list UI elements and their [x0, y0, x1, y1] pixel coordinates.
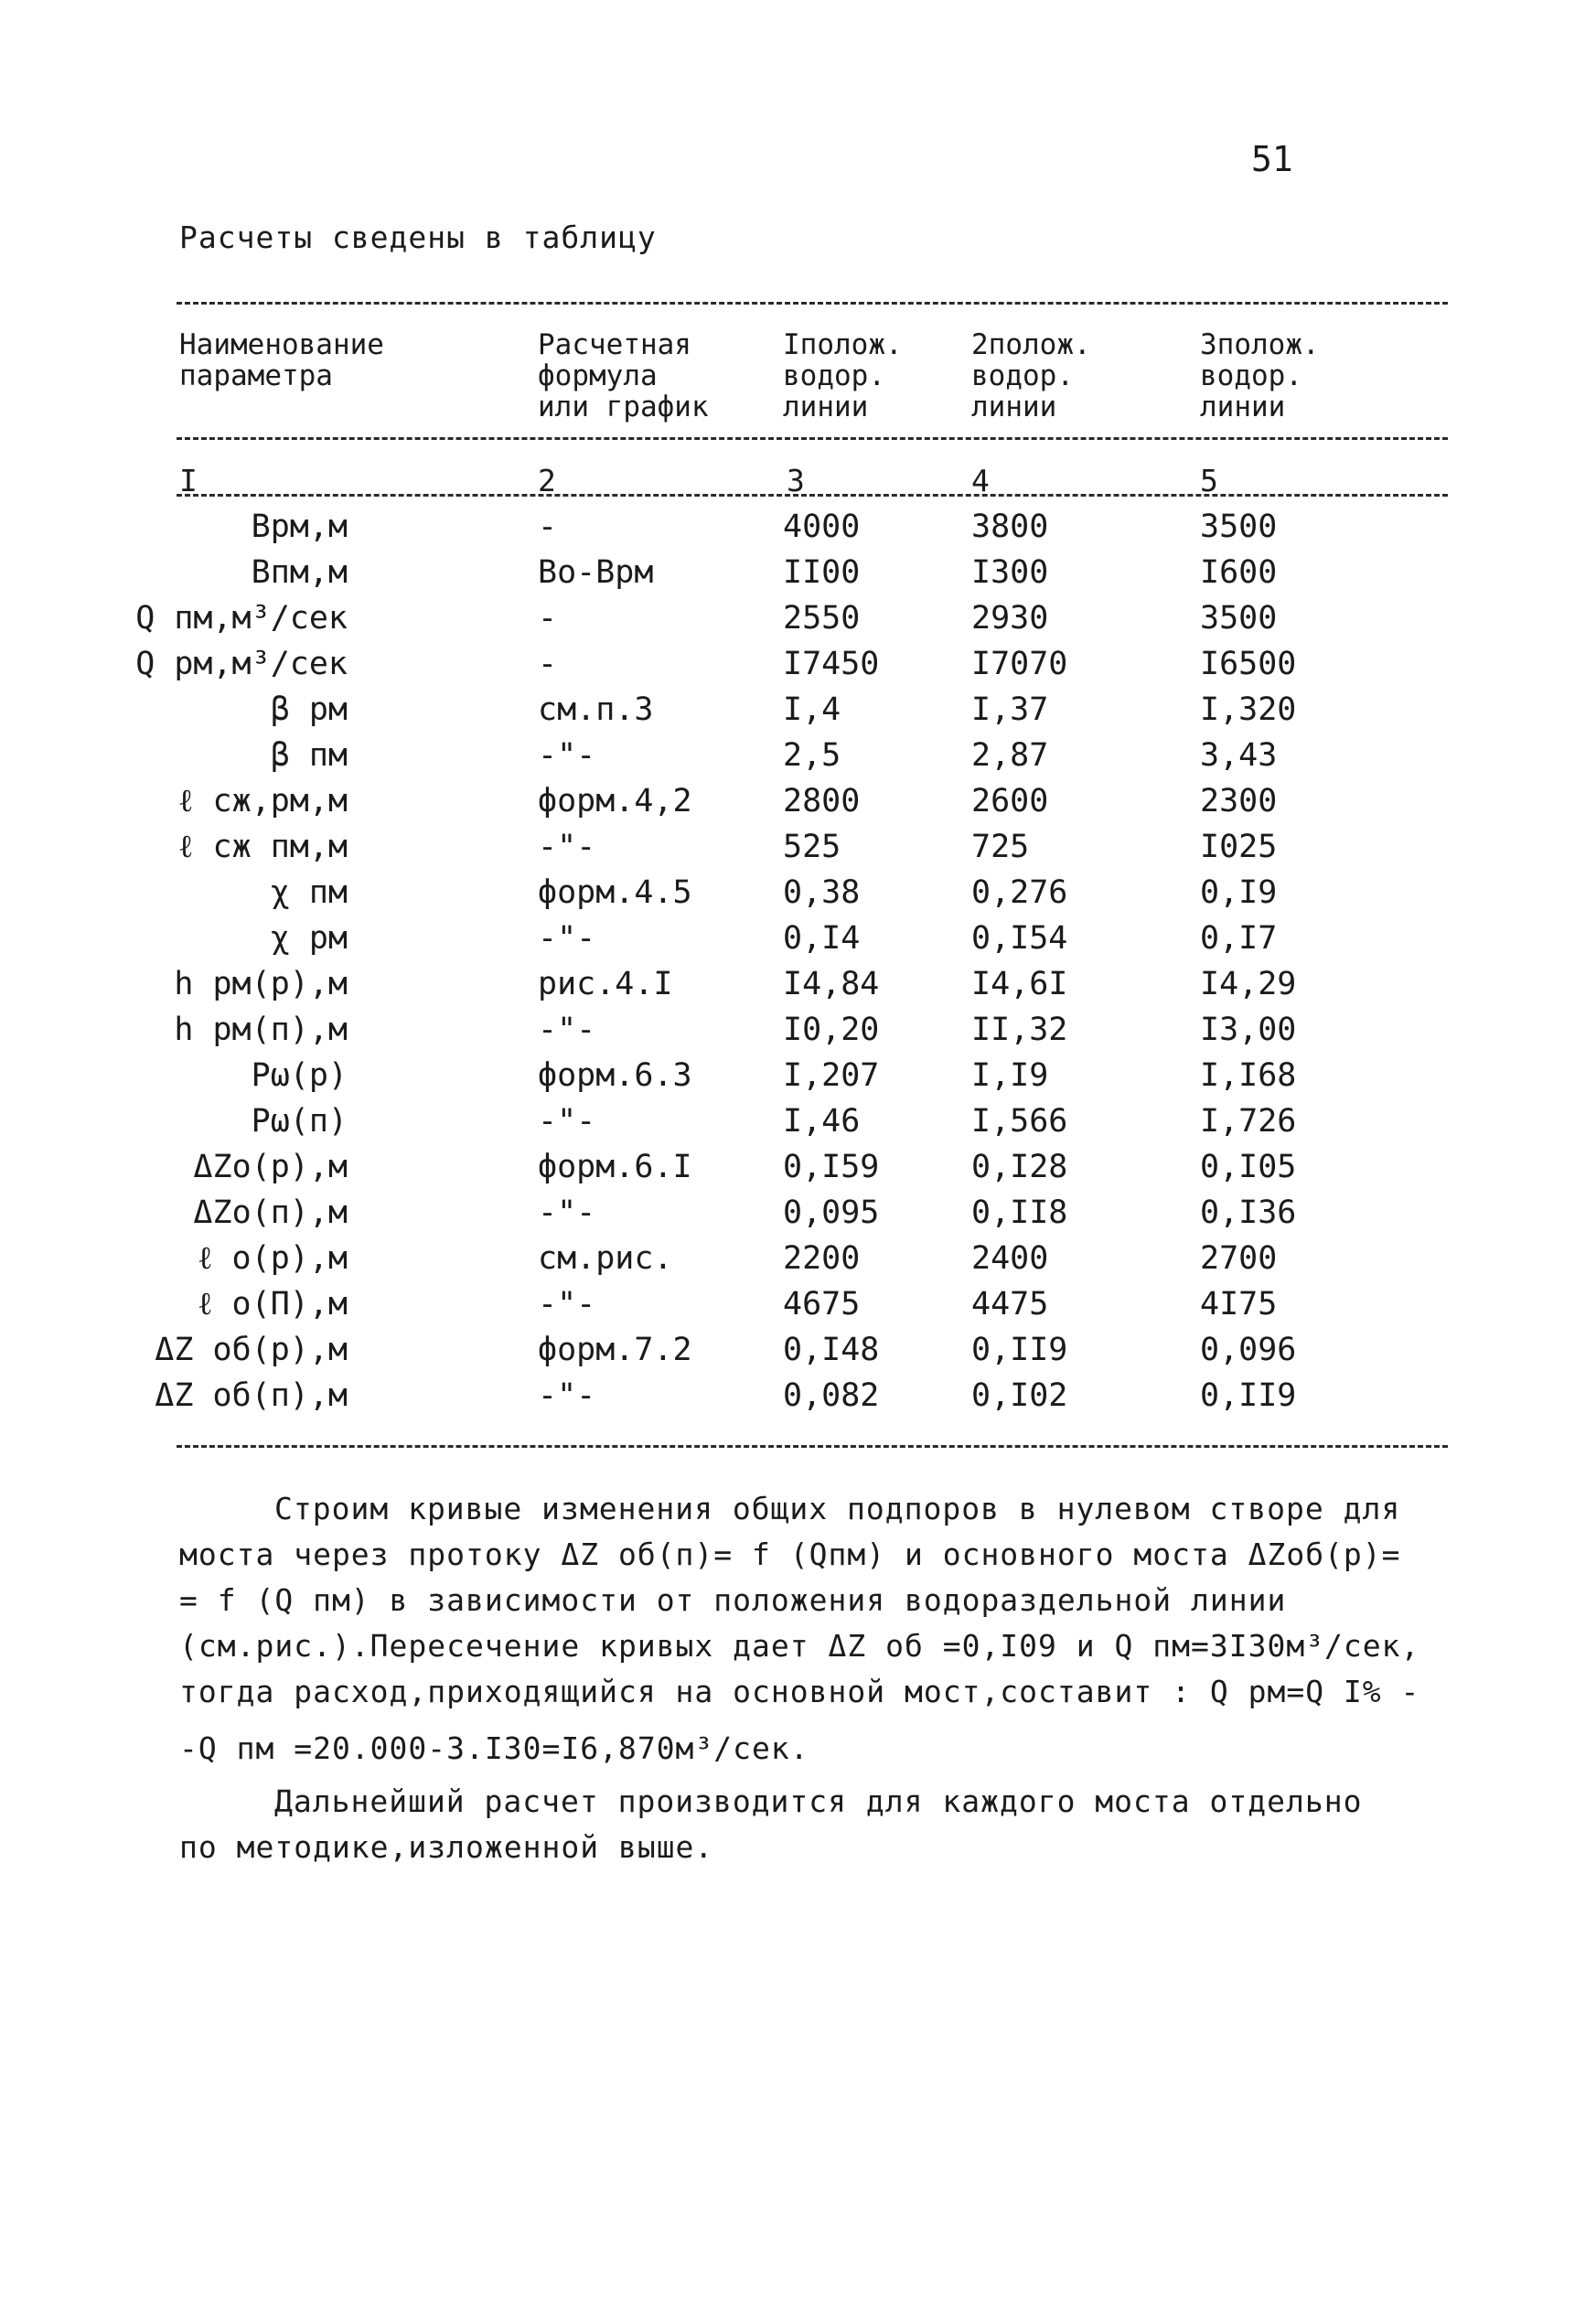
value-pos-3: 0,I9: [1200, 874, 1278, 911]
table-top-rule: [177, 302, 1448, 305]
param-name: Pω(р): [251, 1057, 348, 1094]
value-pos-2: 2,87: [971, 737, 1049, 774]
table-row: [0, 554, 1596, 600]
value-pos-2: I7070: [971, 646, 1068, 682]
formula: -"-: [538, 829, 596, 865]
page-number: 51: [1251, 139, 1293, 179]
formula: рис.4.I: [538, 966, 673, 1002]
table-row: [0, 966, 1596, 1012]
formula: -"-: [538, 1194, 596, 1231]
formula: -"-: [538, 920, 596, 957]
param-name: ℓ сж пм,м: [177, 829, 348, 865]
table-row: [0, 783, 1596, 829]
header-formula: Расчетная формула или график: [538, 328, 709, 423]
value-pos-1: 2800: [783, 783, 861, 819]
paragraph-line: (см.рис.).Пересечение кривых дает ΔZ об =0,I09 и Q пм=3I30м³/сек,: [179, 1628, 1420, 1664]
value-pos-2: I300: [971, 554, 1049, 591]
value-pos-2: 2400: [971, 1240, 1049, 1277]
value-pos-3: I3,00: [1200, 1012, 1297, 1048]
param-name: ℓ о(р),м: [197, 1240, 348, 1277]
value-pos-2: 2930: [971, 600, 1049, 637]
value-pos-3: I600: [1200, 554, 1278, 591]
param-name: ΔZо(р),м: [193, 1149, 348, 1185]
formula: форм.4.5: [538, 874, 692, 911]
table-row: [0, 1377, 1596, 1423]
value-pos-2: 0,I28: [971, 1149, 1068, 1185]
table-row: [0, 1194, 1596, 1240]
header-bottom-rule: [177, 437, 1448, 440]
param-name: h рм(п),м: [174, 1012, 348, 1048]
formula: см.п.3: [538, 691, 654, 728]
value-pos-1: 4675: [783, 1286, 861, 1322]
param-name: Впм,м: [251, 554, 348, 591]
param-name: β пм: [270, 737, 348, 774]
param-name: Врм,м: [251, 509, 348, 545]
value-pos-3: 3500: [1200, 600, 1278, 637]
param-name: Q рм,м³/сек: [135, 646, 348, 682]
paragraph-line: Дальнейший расчет производится для каждого моста отдельно: [274, 1783, 1363, 1819]
table-row: [0, 1103, 1596, 1149]
formula: форм.6.I: [538, 1149, 692, 1185]
table-row: [0, 1149, 1596, 1194]
table-row: [0, 829, 1596, 874]
value-pos-2: 4475: [971, 1286, 1049, 1322]
value-pos-3: 0,I7: [1200, 920, 1278, 957]
paragraph-line: тогда расход,приходящийся на основной мост,составит : Q рм=Q I% -: [179, 1674, 1420, 1709]
table-row: [0, 1012, 1596, 1057]
paragraph-line: по методике,изложенной выше.: [179, 1829, 714, 1865]
value-pos-3: I,726: [1200, 1103, 1297, 1140]
column-number-5: 5: [1200, 463, 1218, 498]
value-pos-3: 2700: [1200, 1240, 1278, 1277]
formula: -: [538, 509, 558, 545]
value-pos-2: 725: [971, 829, 1030, 865]
value-pos-1: I0,20: [783, 1012, 880, 1048]
value-pos-3: I,320: [1200, 691, 1297, 728]
formula: -: [538, 646, 558, 682]
formula: см.рис.: [538, 1240, 673, 1277]
value-pos-2: 0,II9: [971, 1332, 1068, 1368]
param-name: ΔZо(п),м: [193, 1194, 348, 1231]
table-row: [0, 1332, 1596, 1377]
table-row: [0, 646, 1596, 691]
value-pos-3: I6500: [1200, 646, 1297, 682]
value-pos-1: 2,5: [783, 737, 841, 774]
formula: -"-: [538, 1286, 596, 1322]
table-row: [0, 1240, 1596, 1286]
value-pos-2: I,I9: [971, 1057, 1049, 1094]
param-name: χ рм: [270, 920, 348, 957]
paragraph-line: Строим кривые изменения общих подпоров в нулевом створе для: [274, 1491, 1401, 1526]
table-row: [0, 874, 1596, 920]
value-pos-2: II,32: [971, 1012, 1068, 1048]
value-pos-3: I025: [1200, 829, 1278, 865]
value-pos-1: I7450: [783, 646, 880, 682]
formula: форм.7.2: [538, 1332, 692, 1368]
param-name: ΔZ об(п),м: [155, 1377, 348, 1414]
paragraph-line: моста через протоку ΔZ об(п)= f (Qпм) и основного моста ΔZоб(р)=: [179, 1537, 1401, 1572]
param-name: β рм: [270, 691, 348, 728]
value-pos-2: 0,I02: [971, 1377, 1068, 1414]
value-pos-1: I4,84: [783, 966, 880, 1002]
value-pos-3: 3,43: [1200, 737, 1278, 774]
value-pos-1: 0,095: [783, 1194, 880, 1231]
value-pos-3: 3500: [1200, 509, 1278, 545]
header-position-1: Iполож. водор. линии: [783, 328, 903, 423]
value-pos-3: 4I75: [1200, 1286, 1278, 1322]
numbers-rule: [177, 494, 1448, 497]
param-name: Pω(п): [251, 1103, 348, 1140]
param-name: χ пм: [270, 874, 348, 911]
value-pos-1: 0,38: [783, 874, 861, 911]
value-pos-1: 0,082: [783, 1377, 880, 1414]
value-pos-1: II00: [783, 554, 861, 591]
value-pos-3: I,I68: [1200, 1057, 1297, 1094]
value-pos-2: 2600: [971, 783, 1049, 819]
formula: -"-: [538, 1012, 596, 1048]
intro-text: Расчеты сведены в таблицу: [179, 220, 657, 255]
formula: -: [538, 600, 558, 637]
value-pos-3: 0,II9: [1200, 1377, 1297, 1414]
value-pos-3: I4,29: [1200, 966, 1297, 1002]
formula: форм.6.3: [538, 1057, 692, 1094]
formula: -"-: [538, 1103, 596, 1140]
value-pos-1: 2200: [783, 1240, 861, 1277]
column-number-2: 2: [538, 463, 556, 498]
param-name: ΔZ об(р),м: [155, 1332, 348, 1368]
value-pos-1: 2550: [783, 600, 861, 637]
value-pos-3: 0,I05: [1200, 1149, 1297, 1185]
table-bottom-rule: [177, 1445, 1448, 1448]
value-pos-1: I,4: [783, 691, 841, 728]
value-pos-1: I,207: [783, 1057, 880, 1094]
table-row: [0, 509, 1596, 554]
paragraph-line: = f (Q пм) в зависимости от положения водораздельной линии: [179, 1582, 1287, 1618]
param-name: ℓ сж,рм,м: [177, 783, 348, 819]
header-position-2: 2полож. водор. линии: [971, 328, 1091, 423]
table-row: [0, 737, 1596, 783]
value-pos-3: 0,I36: [1200, 1194, 1297, 1231]
value-pos-2: 3800: [971, 509, 1049, 545]
formula: -"-: [538, 1377, 596, 1414]
formula: Во-Врм: [538, 554, 654, 591]
value-pos-2: 0,I54: [971, 920, 1068, 957]
column-number-1: I: [179, 463, 198, 498]
table-row: [0, 1286, 1596, 1332]
header-position-3: 3полож. водор. линии: [1200, 328, 1320, 423]
value-pos-2: I,566: [971, 1103, 1068, 1140]
param-name: ℓ о(П),м: [197, 1286, 348, 1322]
value-pos-1: 0,I4: [783, 920, 861, 957]
table-row: [0, 691, 1596, 737]
value-pos-2: 0,II8: [971, 1194, 1068, 1231]
value-pos-1: I,46: [783, 1103, 861, 1140]
table-row: [0, 920, 1596, 966]
table-row: [0, 600, 1596, 646]
value-pos-3: 0,096: [1200, 1332, 1297, 1368]
value-pos-2: 0,276: [971, 874, 1068, 911]
value-pos-1: 0,I48: [783, 1332, 880, 1368]
header-parameter: Наименование параметра: [179, 328, 384, 392]
value-pos-1: 525: [783, 829, 841, 865]
column-number-4: 4: [971, 463, 990, 498]
value-pos-3: 2300: [1200, 783, 1278, 819]
value-pos-1: 4000: [783, 509, 861, 545]
formula: форм.4,2: [538, 783, 692, 819]
param-name: Q пм,м³/сек: [135, 600, 348, 637]
paragraph-line: -Q пм =20.000-3.I30=I6,870м³/сек.: [179, 1730, 809, 1766]
table-row: [0, 1057, 1596, 1103]
value-pos-2: I4,6I: [971, 966, 1068, 1002]
formula: -"-: [538, 737, 596, 774]
value-pos-2: I,37: [971, 691, 1049, 728]
column-number-3: 3: [787, 463, 805, 498]
param-name: h рм(р),м: [174, 966, 348, 1002]
value-pos-1: 0,I59: [783, 1149, 880, 1185]
